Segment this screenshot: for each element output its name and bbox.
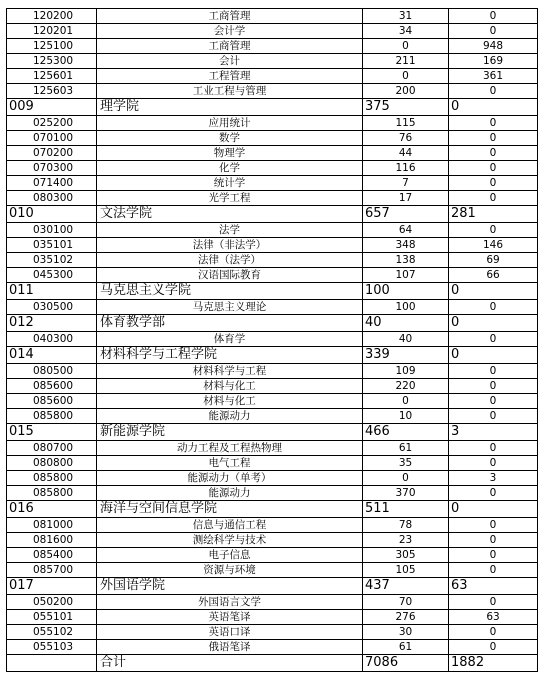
count-b-cell: 146 [449,238,538,253]
college-header-row [7,206,538,223]
code-cell: 070100 [7,131,97,146]
program-row [7,39,538,54]
count-b-cell: 69 [449,253,538,268]
count-a-cell: 0 [363,471,449,486]
code-cell: 014 [7,347,97,364]
name-cell: 外国语学院 [97,578,363,595]
code-cell: 085800 [7,471,97,486]
count-a-cell: 7086 [363,655,449,672]
code-cell: 055102 [7,625,97,640]
name-cell: 工商管理 [97,9,363,24]
code-cell: 070300 [7,161,97,176]
college-header-row [7,424,538,441]
name-cell: 材料科学与工程 [97,364,363,379]
count-b-cell: 0 [449,409,538,424]
name-cell: 马克思主义理论 [97,300,363,315]
count-a-cell: 375 [363,99,449,116]
program-row [7,379,538,394]
count-a-cell: 370 [363,486,449,501]
program-row [7,223,538,238]
program-row [7,332,538,347]
name-cell: 数学 [97,131,363,146]
name-cell: 电子信息 [97,548,363,563]
name-cell: 外国语言文学 [97,595,363,610]
count-b-cell: 0 [449,332,538,347]
name-cell: 文法学院 [97,206,363,223]
code-cell: 045300 [7,268,97,283]
program-row [7,563,538,578]
count-a-cell: 64 [363,223,449,238]
name-cell: 法律（非法学） [97,238,363,253]
table-body [7,9,538,672]
count-b-cell: 0 [449,84,538,99]
count-a-cell: 30 [363,625,449,640]
code-cell: 120201 [7,24,97,39]
code-cell: 012 [7,315,97,332]
name-cell: 法律（法学） [97,253,363,268]
count-a-cell: 0 [363,39,449,54]
name-cell: 英语笔译 [97,610,363,625]
count-a-cell: 61 [363,441,449,456]
code-cell: 125601 [7,69,97,84]
count-a-cell: 115 [363,116,449,131]
count-b-cell: 1882 [449,655,538,672]
count-b-cell: 3 [449,471,538,486]
code-cell: 040300 [7,332,97,347]
count-b-cell: 66 [449,268,538,283]
program-row [7,54,538,69]
name-cell: 工商管理 [97,39,363,54]
code-cell: 070200 [7,146,97,161]
count-a-cell: 40 [363,332,449,347]
count-a-cell: 339 [363,347,449,364]
program-row [7,471,538,486]
count-b-cell: 0 [449,518,538,533]
count-b-cell: 0 [449,533,538,548]
code-cell: 085800 [7,486,97,501]
name-cell: 信息与通信工程 [97,518,363,533]
count-a-cell: 76 [363,131,449,146]
name-cell: 能源动力 [97,486,363,501]
code-cell: 055103 [7,640,97,655]
count-a-cell: 35 [363,456,449,471]
count-b-cell: 0 [449,99,538,116]
count-b-cell: 0 [449,548,538,563]
name-cell: 动力工程及工程热物理 [97,441,363,456]
count-a-cell: 348 [363,238,449,253]
code-cell: 017 [7,578,97,595]
count-b-cell: 948 [449,39,538,54]
code-cell: 050200 [7,595,97,610]
name-cell: 化学 [97,161,363,176]
program-row [7,161,538,176]
count-b-cell: 0 [449,315,538,332]
program-row [7,131,538,146]
code-cell: 080300 [7,191,97,206]
name-cell: 电气工程 [97,456,363,471]
program-row [7,625,538,640]
name-cell: 能源动力 [97,409,363,424]
code-cell: 080800 [7,456,97,471]
count-b-cell: 0 [449,364,538,379]
program-row [7,533,538,548]
name-cell: 统计学 [97,176,363,191]
name-cell: 材料科学与工程学院 [97,347,363,364]
code-cell: 055101 [7,610,97,625]
name-cell: 理学院 [97,99,363,116]
code-cell [7,655,97,672]
program-row [7,364,538,379]
name-cell: 材料与化工 [97,379,363,394]
name-cell: 英语口译 [97,625,363,640]
count-a-cell: 200 [363,84,449,99]
count-b-cell: 361 [449,69,538,84]
name-cell: 测绘科学与技术 [97,533,363,548]
count-b-cell: 169 [449,54,538,69]
program-row [7,456,538,471]
code-cell: 120200 [7,9,97,24]
code-cell: 030100 [7,223,97,238]
count-b-cell: 0 [449,223,538,238]
code-cell: 081600 [7,533,97,548]
code-cell: 125300 [7,54,97,69]
count-b-cell: 63 [449,610,538,625]
code-cell: 080500 [7,364,97,379]
count-b-cell: 0 [449,595,538,610]
name-cell: 会计学 [97,24,363,39]
count-a-cell: 220 [363,379,449,394]
program-row [7,238,538,253]
count-a-cell: 211 [363,54,449,69]
program-row [7,394,538,409]
count-b-cell: 0 [449,625,538,640]
name-cell: 体育教学部 [97,315,363,332]
count-a-cell: 70 [363,595,449,610]
program-row [7,640,538,655]
program-row [7,69,538,84]
count-b-cell: 3 [449,424,538,441]
college-header-row [7,283,538,300]
program-row [7,24,538,39]
program-row [7,116,538,131]
count-a-cell: 23 [363,533,449,548]
code-cell: 085700 [7,563,97,578]
code-cell: 081000 [7,518,97,533]
count-b-cell: 0 [449,347,538,364]
college-header-row [7,315,538,332]
code-cell: 009 [7,99,97,116]
count-b-cell: 0 [449,146,538,161]
count-a-cell: 116 [363,161,449,176]
name-cell: 海洋与空间信息学院 [97,501,363,518]
name-cell: 材料与化工 [97,394,363,409]
program-row [7,441,538,456]
enrollment-table-container [6,8,537,672]
count-a-cell: 0 [363,69,449,84]
name-cell: 应用统计 [97,116,363,131]
name-cell: 合计 [97,655,363,672]
code-cell: 085600 [7,394,97,409]
program-row [7,176,538,191]
count-a-cell: 466 [363,424,449,441]
count-a-cell: 10 [363,409,449,424]
code-cell: 085800 [7,409,97,424]
count-b-cell: 0 [449,501,538,518]
program-row [7,268,538,283]
program-row [7,84,538,99]
count-b-cell: 281 [449,206,538,223]
count-b-cell: 0 [449,191,538,206]
count-b-cell: 0 [449,640,538,655]
name-cell: 汉语国际教育 [97,268,363,283]
count-a-cell: 107 [363,268,449,283]
program-row [7,9,538,24]
count-a-cell: 109 [363,364,449,379]
name-cell: 马克思主义学院 [97,283,363,300]
count-a-cell: 0 [363,394,449,409]
count-b-cell: 0 [449,441,538,456]
count-b-cell: 0 [449,9,538,24]
name-cell: 工业工程与管理 [97,84,363,99]
count-a-cell: 44 [363,146,449,161]
code-cell: 011 [7,283,97,300]
count-a-cell: 100 [363,283,449,300]
name-cell: 能源动力（单考） [97,471,363,486]
college-header-row [7,347,538,364]
count-b-cell: 63 [449,578,538,595]
program-row [7,191,538,206]
count-a-cell: 40 [363,315,449,332]
name-cell: 俄语笔译 [97,640,363,655]
count-b-cell: 0 [449,486,538,501]
name-cell: 工程管理 [97,69,363,84]
count-a-cell: 105 [363,563,449,578]
code-cell: 016 [7,501,97,518]
count-a-cell: 138 [363,253,449,268]
name-cell: 法学 [97,223,363,238]
count-a-cell: 17 [363,191,449,206]
count-a-cell: 437 [363,578,449,595]
code-cell: 010 [7,206,97,223]
program-row [7,300,538,315]
code-cell: 035102 [7,253,97,268]
code-cell: 030500 [7,300,97,315]
count-b-cell: 0 [449,563,538,578]
program-row [7,595,538,610]
count-b-cell: 0 [449,300,538,315]
program-row [7,409,538,424]
college-header-row [7,99,538,116]
count-b-cell: 0 [449,24,538,39]
name-cell: 会计 [97,54,363,69]
count-a-cell: 7 [363,176,449,191]
count-b-cell: 0 [449,161,538,176]
code-cell: 080700 [7,441,97,456]
count-a-cell: 657 [363,206,449,223]
name-cell: 物理学 [97,146,363,161]
count-a-cell: 276 [363,610,449,625]
name-cell: 新能源学院 [97,424,363,441]
college-header-row [7,501,538,518]
program-row [7,486,538,501]
count-b-cell: 0 [449,283,538,300]
college-header-row [7,578,538,595]
program-row [7,610,538,625]
count-a-cell: 305 [363,548,449,563]
program-row [7,548,538,563]
count-b-cell: 0 [449,379,538,394]
name-cell: 体育学 [97,332,363,347]
code-cell: 035101 [7,238,97,253]
code-cell: 025200 [7,116,97,131]
count-a-cell: 34 [363,24,449,39]
count-b-cell: 0 [449,394,538,409]
college-header-row [7,655,538,672]
count-a-cell: 511 [363,501,449,518]
count-a-cell: 61 [363,640,449,655]
count-a-cell: 78 [363,518,449,533]
program-row [7,518,538,533]
code-cell: 085400 [7,548,97,563]
program-row [7,253,538,268]
name-cell: 资源与环境 [97,563,363,578]
code-cell: 071400 [7,176,97,191]
code-cell: 015 [7,424,97,441]
count-b-cell: 0 [449,176,538,191]
count-b-cell: 0 [449,116,538,131]
code-cell: 085600 [7,379,97,394]
count-a-cell: 100 [363,300,449,315]
name-cell: 光学工程 [97,191,363,206]
count-b-cell: 0 [449,131,538,146]
count-b-cell: 0 [449,456,538,471]
code-cell: 125603 [7,84,97,99]
program-row [7,146,538,161]
enrollment-table [6,8,538,672]
code-cell: 125100 [7,39,97,54]
count-a-cell: 31 [363,9,449,24]
